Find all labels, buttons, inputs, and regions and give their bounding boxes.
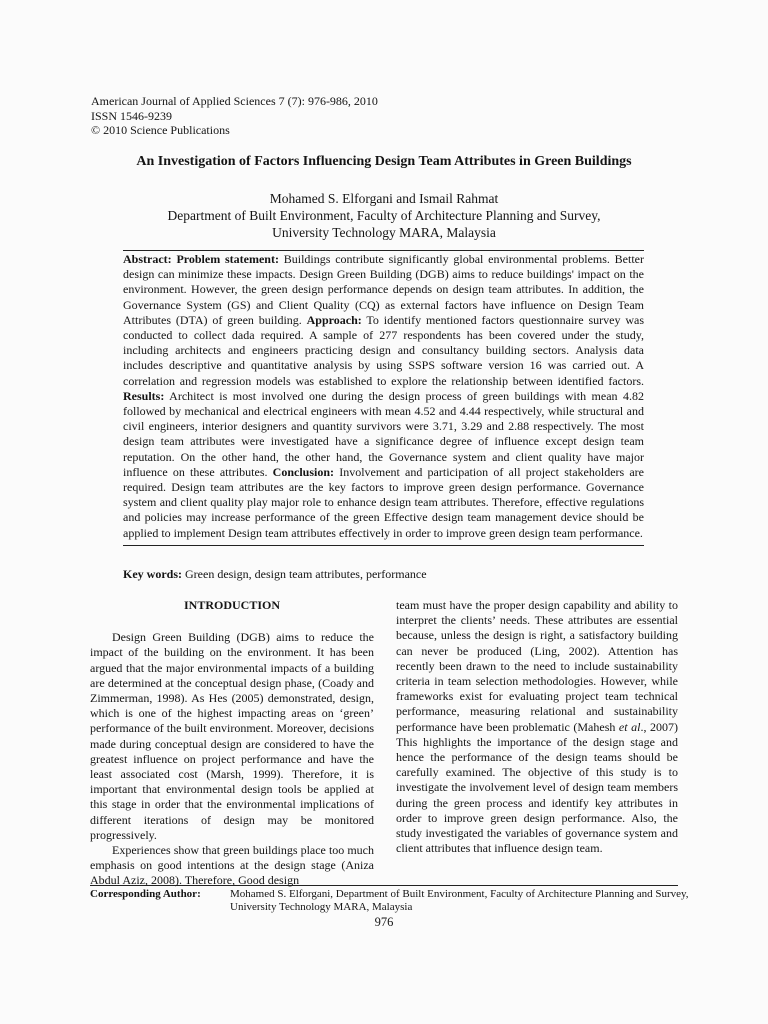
conclusion-text: Involvement and participation of all project stakeholders are required. Design team attributes are the key factors to improve green design performance. Governance system and client quality play major role to enhance design team attributes. Therefore, effective regulations and policies may increase performance of the green Effective design team management device should be applied to implement Design team attributes effectively in order to improve green design team performance. [123,464,645,540]
author-names: Mohamed S. Elforgani and Ismail Rahmat [269,191,499,206]
problem-statement-label: Problem statement: [176,252,279,266]
corresponding-author-details [230,888,700,914]
journal-header [91,94,378,138]
intro-paragraph-continued [396,598,678,856]
corresponding-author-label: Corresponding Author: [90,888,201,900]
conclusion-label: Conclusion: [272,464,335,479]
problem-statement-text: Buildings contribute significantly global environmental problems. Better design can minimize these impacts. Design Green Building (DGB) aims to reduce buildings' impact on the environment. However, the green design performance depends on design team attributes. In addition, the Governance System (GS) and Client Quality (CQ) as external factors have influence on Design Team Attributes (DTA) of green building. [123,252,645,327]
footnote-divider [90,885,678,886]
keywords-label: Key words: [123,567,182,581]
author-affiliation-line2: University Technology MARA, Malaysia [272,225,496,240]
results-label: Results: [123,388,165,403]
journal-citation: American Journal of Applied Sciences 7 (7): 976-986, 2010 [91,94,378,108]
col2-italic-et-al: et al [618,719,641,734]
journal-issn: ISSN 1546-9239 [91,108,173,123]
author-affiliation-line1: Department of Built Environment, Faculty of Architecture Planning and Survey, [167,208,601,223]
journal-copyright: © 2010 Science Publications [91,123,230,137]
left-column [90,598,374,889]
corresponding-author-line2: University Technology MARA, Malaysia [230,901,413,913]
section-heading-introduction: INTRODUCTION [183,598,280,612]
abstract-block [123,250,644,546]
approach-text: To identify mentioned factors questionnaire survey was conducted to collect dada required. A sample of 277 respondents has been covered under the study, including architects and engineers practicing design and consultancy building sectors. Analysis data includes descriptive and quantitative analysis by using SSPS software version 16 was carried out. A correlation and regression models was established to explore the relationship between identified factors. [123,312,644,388]
col2-text-part2: ., 2007) This highlights the importance of the design stage and hence the performance of the design teams should be carefully examined. The objective of this study is to investigate the involvement level of design team members during the green process and identify key attributes in order to improve green design performance. Also, the study investigated the variables of governance system and client attributes that influence design team. [396,719,679,856]
approach-label: Approach: [306,312,362,327]
author-block [0,190,768,241]
right-column [396,598,678,856]
page-number: 976 [374,915,394,929]
col2-text-part1: team must have the proper design capability and ability to interpret the clients’ needs. These attributes are essential because, unless the design is right, a satisfactory building can never be produced (Ling, 2002). Attention has recently been drawn to the need to include sustainability criteria in team selection methodologies. However, while frameworks exist for evaluating project team technical performance, measuring relational and sustainability performance have been problematic (Mahesh [396,598,678,734]
corresponding-author-line1: Mohamed S. Elforgani, Department of Built Environment, Faculty of Architecture Planning and Survey, [230,888,689,900]
paper-title: An Investigation of Factors Influencing Design Team Attributes in Green Buildings [136,154,632,169]
keywords [123,567,683,582]
results-text: Architect is most involved one during the design process of green buildings with mean 4.82 followed by mechanical and electrical engineers with mean 4.52 and 4.44 respectively, while structural and civil engineers, interior designers and quantity survivors were 3.71, 3.29 and 2.88 respectively. The most design team attributes were investigated have a significance degree of influence except design team reputation. On the other hand, the other hand, the Governance system and client quality have major influence on these attributes. [123,388,644,479]
intro-paragraph-1: Design Green Building (DGB) aims to reduce the impact of the building on the environment. It has been argued that the major environmental impacts of a building are determined at the conceptual design phase, (Coady and Zimmerman, 1998). As Hes (2005) demonstrated, design, which is one of the highest impacting areas on ‘green’ performance of the built environment. Moreover, decisions made during conceptual design are considered to have the greatest influence on project performance and have the least associated cost (Marsh, 1999). Therefore, it is important that environmental design tools be applied at this stage in order that the environmental implications of different iterations of design may be monitored progressively. [90,630,374,842]
intro-paragraph-2: Experiences show that green buildings place too much emphasis on good intentions at the design stage (Aniza Abdul Aziz, 2008). Therefore, Good design [90,843,374,888]
abstract-label: Abstract: [123,252,172,266]
keywords-text: Green design, design team attributes, performance [182,567,427,581]
